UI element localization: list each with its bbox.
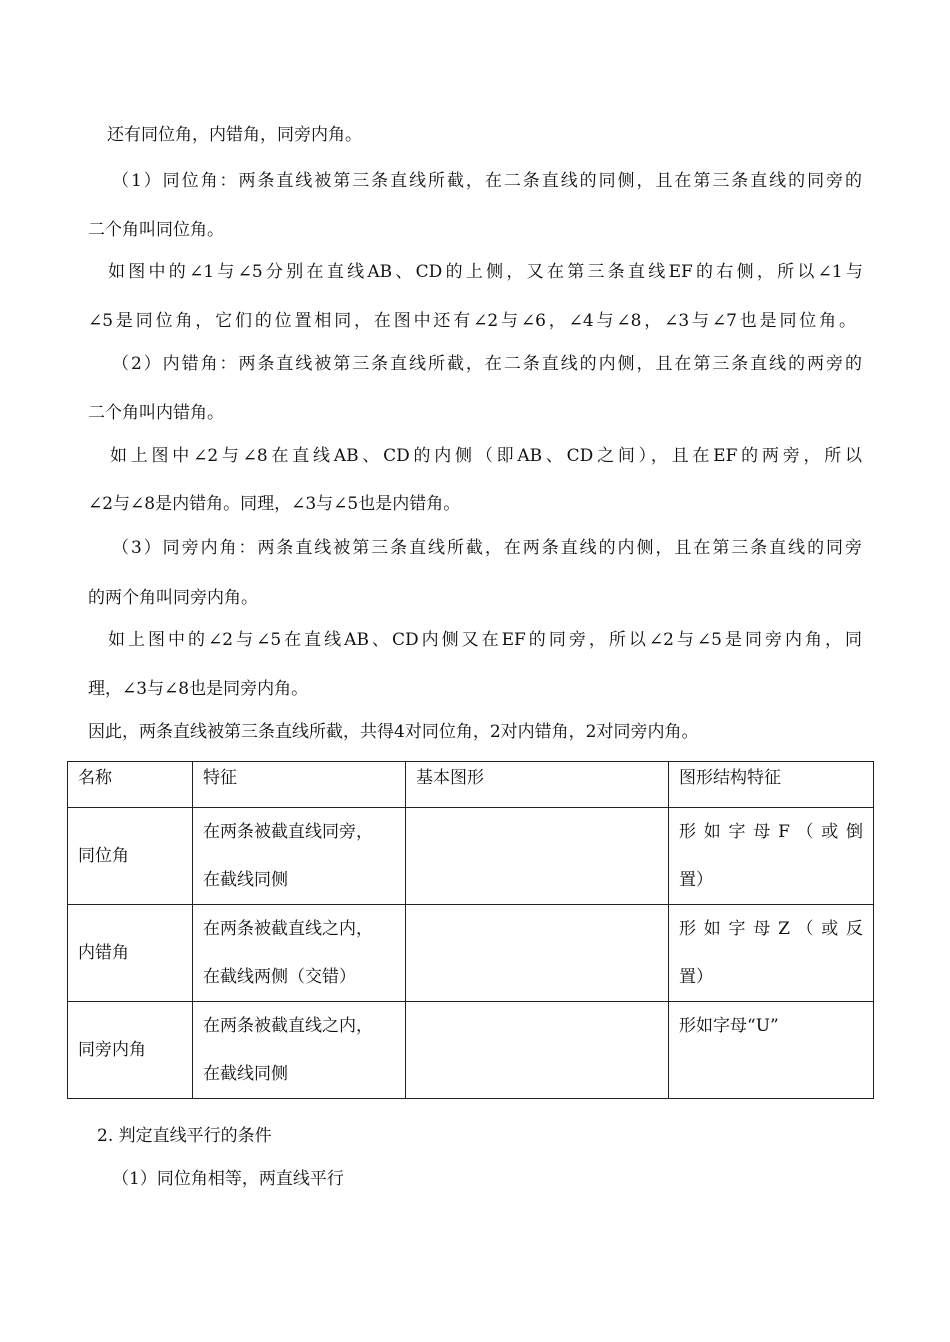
row-feature-line: 在截线两侧（交错） [203, 967, 356, 987]
paragraph-interior-angle-definition-cont: 的两个角叫同旁内角。 [88, 588, 258, 608]
table-row [68, 808, 874, 905]
row-structure-line: 置） [679, 870, 713, 890]
paragraph-interior-angle-definition: （3）同旁内角：两条直线被第三条直线所截，在两条直线的内侧，且在第三条直线的同旁 [112, 538, 862, 558]
section-item: （1）同位角相等，两直线平行 [112, 1169, 344, 1189]
paragraph-alternate-angle-definition: （2）内错角：两条直线被第三条直线所截，在二条直线的内侧，且在第三条直线的两旁的 [112, 354, 862, 374]
header-feature: 特征 [193, 762, 406, 808]
row-basic-figure [406, 905, 669, 1002]
row-feature-line: 在两条被截直线之内， [203, 919, 373, 939]
row-feature-line: 在截线同侧 [203, 870, 288, 890]
section-heading: 2. 判定直线平行的条件 [97, 1126, 272, 1146]
paragraph-corresponding-angle-definition-cont: 二个角叫同位角。 [88, 220, 224, 240]
paragraph-alternate-angle-definition-cont: 二个角叫内错角。 [88, 403, 224, 423]
paragraph-intro: 还有同位角，内错角，同旁内角。 [107, 125, 362, 145]
row-name: 同位角 [68, 808, 193, 905]
row-feature [193, 905, 406, 1002]
paragraph-corresponding-angle-definition: （1）同位角：两条直线被第三条直线所截，在二条直线的同侧，且在第三条直线的同旁的 [112, 171, 862, 191]
paragraph-summary: 因此，两条直线被第三条直线所截，共得4对同位角，2对内错角，2对同旁内角。 [88, 722, 699, 742]
table-header-row [68, 762, 874, 808]
header-structure: 图形结构特征 [669, 762, 874, 808]
row-basic-figure [406, 1002, 669, 1099]
row-feature-line: 在两条被截直线同旁， [203, 822, 373, 842]
header-name: 名称 [68, 762, 193, 808]
row-structure-line: 置） [679, 967, 713, 987]
row-structure [669, 1002, 874, 1099]
paragraph-alternate-angle-example: 如上图中∠2与∠8在直线AB、CD的内侧（即AB、CD之间），且在EF的两旁，所以 [110, 446, 862, 466]
paragraph-corresponding-angle-example: 如图中的∠1与∠5分别在直线AB、CD的上侧，又在第三条直线EF的右侧，所以∠1与 [108, 262, 863, 282]
row-feature-line: 在两条被截直线之内， [203, 1016, 373, 1036]
row-structure-line: 形如字母“U” [679, 1016, 779, 1036]
header-basic-figure: 基本图形 [406, 762, 669, 808]
paragraph-corresponding-angle-example-cont: ∠5是同位角，它们的位置相同，在图中还有∠2与∠6，∠4与∠8，∠3与∠7也是同位角。 [88, 311, 856, 331]
row-name: 内错角 [68, 905, 193, 1002]
row-structure-line: 形 如 字 母 Z （ 或 反 [679, 919, 863, 939]
row-structure [669, 905, 874, 1002]
table-row [68, 1002, 874, 1099]
paragraph-alternate-angle-example-cont: ∠2与∠8是内错角。同理，∠3与∠5也是内错角。 [88, 494, 461, 514]
paragraph-interior-angle-example-cont: 理，∠3与∠8也是同旁内角。 [88, 679, 309, 699]
table-row [68, 905, 874, 1002]
paragraph-interior-angle-example: 如上图中的∠2与∠5在直线AB、CD内侧又在EF的同旁，所以∠2与∠5是同旁内角，同 [108, 630, 862, 650]
row-structure-line: 形 如 字 母 F （ 或 倒 [679, 822, 863, 842]
row-basic-figure [406, 808, 669, 905]
row-structure [669, 808, 874, 905]
row-feature [193, 808, 406, 905]
row-feature-line: 在截线同侧 [203, 1064, 288, 1084]
row-feature [193, 1002, 406, 1099]
angle-comparison-table [67, 761, 874, 1099]
row-name: 同旁内角 [68, 1002, 193, 1099]
